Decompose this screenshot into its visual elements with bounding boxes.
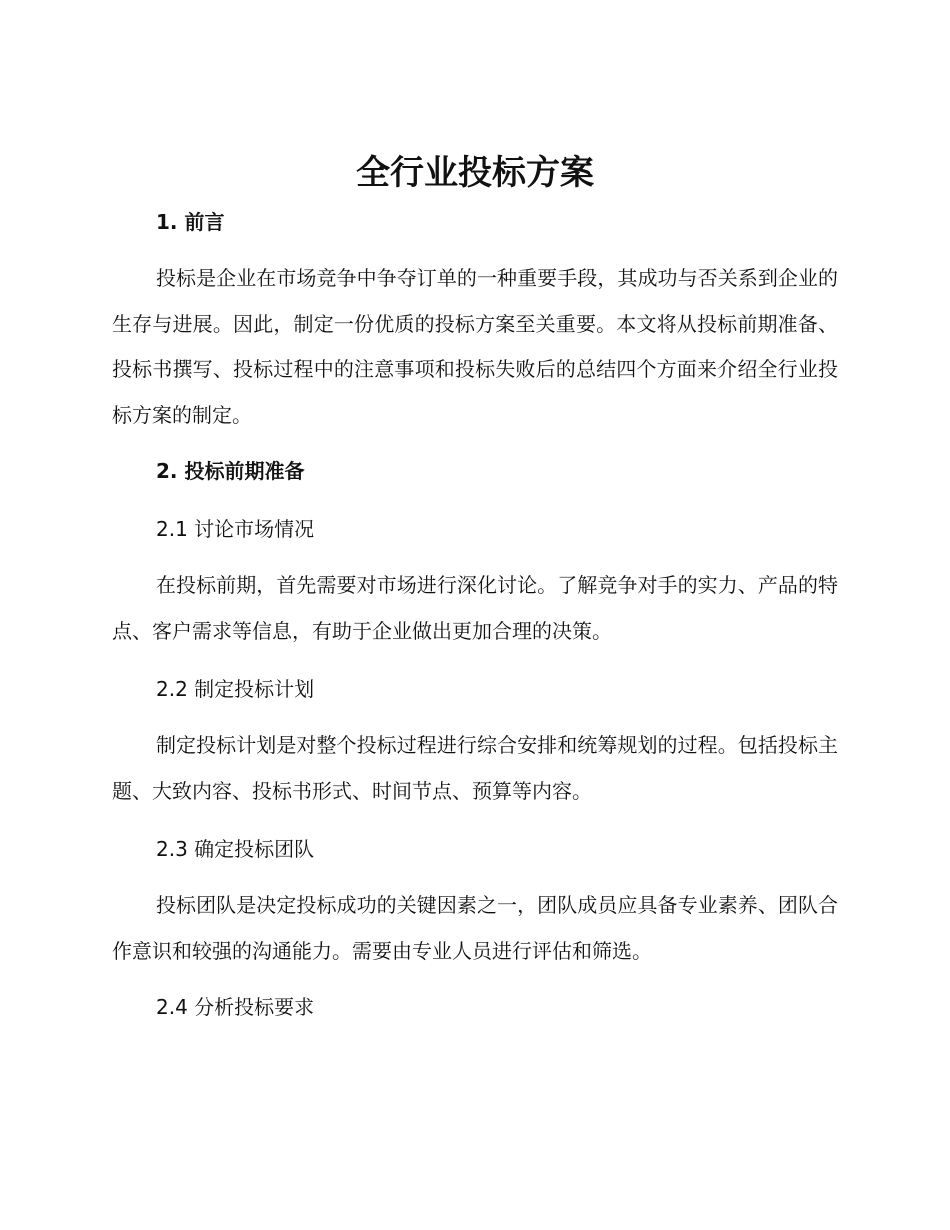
subsection-heading-2-2: 2.2 制定投标计划 [156, 677, 315, 701]
section-heading-2: 2. 投标前期准备 [156, 459, 305, 483]
subsection-2-1-paragraph: 在投标前期，首先需要对市场进行深化讨论。了解竞争对手的实力、产品的特点、客户需求等信息，有助于企业做出更加合理的决策。 [112, 573, 838, 643]
section-1-paragraph: 投标是企业在市场竞争中争夺订单的一种重要手段，其成功与否关系到企业的生存与进展。因此，制定一份优质的投标方案至关重要。本文将从投标前期准备、投标书撰写、投标过程中的注意事项和投标失败后的总结四个方面来介绍全行业投标方案的制定。 [112, 266, 838, 427]
subsection-2-3-paragraph: 投标团队是决定投标成功的关键因素之一，团队成员应具备专业素养、团队合作意识和较强的沟通能力。需要由专业人员进行评估和筛选。 [112, 893, 838, 963]
subsection-2-2-paragraph: 制定投标计划是对整个投标过程进行综合安排和统筹规划的过程。包括投标主题、大致内容、投标书形式、时间节点、预算等内容。 [112, 733, 838, 803]
section-heading-1: 1. 前言 [156, 210, 225, 234]
document-title: 全行业投标方案 [356, 153, 594, 193]
subsection-heading-2-3: 2.3 确定投标团队 [156, 837, 315, 861]
subsection-heading-2-4: 2.4 分析投标要求 [156, 995, 315, 1019]
subsection-heading-2-1: 2.1 讨论市场情况 [156, 517, 315, 541]
